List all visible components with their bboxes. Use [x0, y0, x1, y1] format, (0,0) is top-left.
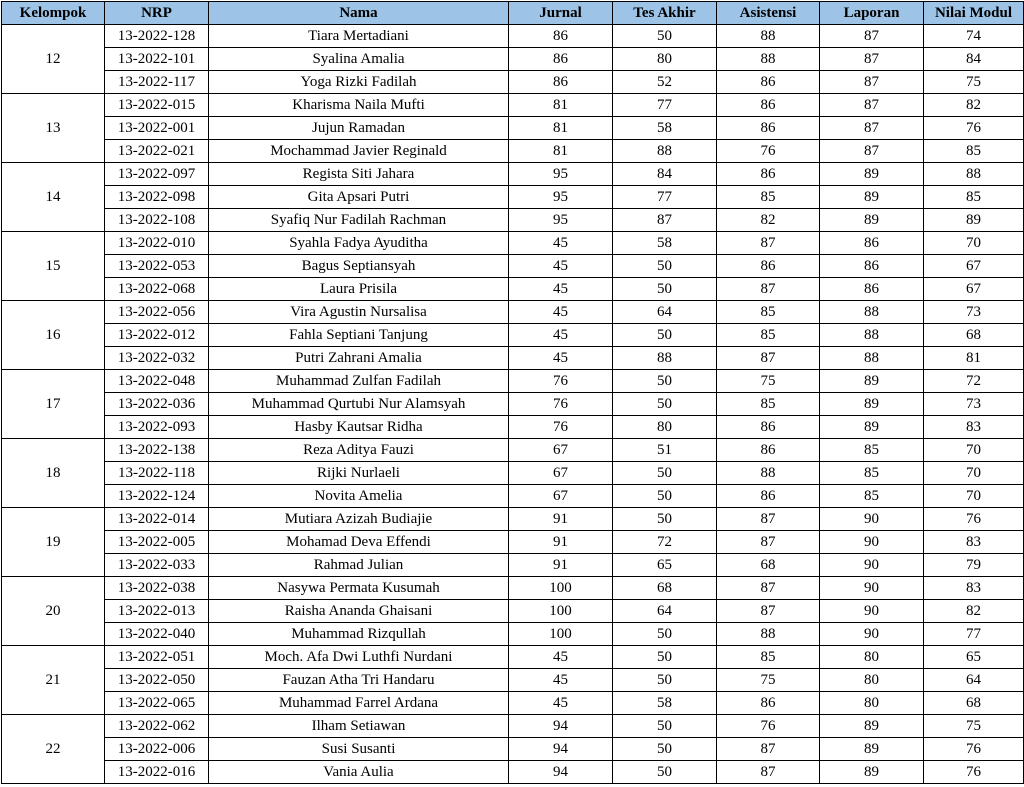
tes-akhir-cell: 58: [613, 692, 717, 715]
asistensi-cell: 87: [717, 738, 820, 761]
asistensi-cell: 75: [717, 669, 820, 692]
table-header: [2, 2, 1024, 25]
laporan-cell: 85: [820, 462, 924, 485]
tes-akhir-cell: 64: [613, 600, 717, 623]
tes-akhir-cell: 77: [613, 94, 717, 117]
jurnal-cell: 76: [509, 370, 613, 393]
nama-cell: Vira Agustin Nursalisa: [209, 301, 509, 324]
laporan-cell: 86: [820, 278, 924, 301]
nama-cell: Fahla Septiani Tanjung: [209, 324, 509, 347]
nilai-modul-cell: 79: [924, 554, 1024, 577]
jurnal-cell: 76: [509, 416, 613, 439]
asistensi-cell: 86: [717, 416, 820, 439]
nama-cell: Tiara Mertadiani: [209, 25, 509, 48]
nilai-modul-cell: 82: [924, 600, 1024, 623]
nilai-modul-cell: 77: [924, 623, 1024, 646]
table-row: [2, 715, 1024, 738]
kelompok-cell: 22: [2, 715, 105, 784]
kelompok-cell: 21: [2, 646, 105, 715]
jurnal-cell: 67: [509, 462, 613, 485]
nilai-modul-cell: 65: [924, 646, 1024, 669]
table-row: [2, 577, 1024, 600]
nrp-cell: 13-2022-001: [105, 117, 209, 140]
nrp-cell: 13-2022-097: [105, 163, 209, 186]
asistensi-cell: 75: [717, 370, 820, 393]
laporan-cell: 89: [820, 738, 924, 761]
nrp-cell: 13-2022-021: [105, 140, 209, 163]
tes-akhir-cell: 58: [613, 232, 717, 255]
asistensi-cell: 88: [717, 25, 820, 48]
nama-cell: Regista Siti Jahara: [209, 163, 509, 186]
nrp-cell: 13-2022-053: [105, 255, 209, 278]
laporan-cell: 89: [820, 209, 924, 232]
nama-cell: Muhammad Farrel Ardana: [209, 692, 509, 715]
nilai-modul-cell: 76: [924, 761, 1024, 784]
laporan-cell: 80: [820, 669, 924, 692]
jurnal-cell: 81: [509, 140, 613, 163]
table-row: [2, 25, 1024, 48]
tes-akhir-cell: 80: [613, 48, 717, 71]
jurnal-cell: 86: [509, 71, 613, 94]
nama-cell: Novita Amelia: [209, 485, 509, 508]
nilai-modul-cell: 76: [924, 117, 1024, 140]
asistensi-cell: 85: [717, 393, 820, 416]
nilai-modul-cell: 85: [924, 140, 1024, 163]
table-row: [2, 554, 1024, 577]
header-row: [2, 2, 1024, 25]
laporan-cell: 85: [820, 439, 924, 462]
nrp-cell: 13-2022-098: [105, 186, 209, 209]
asistensi-cell: 86: [717, 117, 820, 140]
nama-cell: Susi Susanti: [209, 738, 509, 761]
nama-cell: Mohamad Deva Effendi: [209, 531, 509, 554]
tes-akhir-cell: 64: [613, 301, 717, 324]
nama-cell: Moch. Afa Dwi Luthfi Nurdani: [209, 646, 509, 669]
tes-akhir-cell: 50: [613, 485, 717, 508]
nilai-modul-cell: 73: [924, 301, 1024, 324]
laporan-cell: 89: [820, 416, 924, 439]
asistensi-cell: 86: [717, 71, 820, 94]
nrp-cell: 13-2022-016: [105, 761, 209, 784]
laporan-cell: 87: [820, 25, 924, 48]
tes-akhir-cell: 50: [613, 623, 717, 646]
jurnal-cell: 45: [509, 646, 613, 669]
tes-akhir-cell: 50: [613, 324, 717, 347]
laporan-cell: 89: [820, 761, 924, 784]
laporan-cell: 90: [820, 600, 924, 623]
asistensi-cell: 87: [717, 347, 820, 370]
tes-akhir-cell: 77: [613, 186, 717, 209]
table-row: [2, 324, 1024, 347]
nilai-modul-cell: 75: [924, 71, 1024, 94]
table-body: [2, 25, 1024, 784]
nama-cell: Laura Prisila: [209, 278, 509, 301]
tes-akhir-cell: 80: [613, 416, 717, 439]
asistensi-cell: 87: [717, 761, 820, 784]
kelompok-cell: 16: [2, 301, 105, 370]
asistensi-cell: 87: [717, 232, 820, 255]
nilai-modul-cell: 70: [924, 485, 1024, 508]
nrp-cell: 13-2022-006: [105, 738, 209, 761]
nrp-cell: 13-2022-050: [105, 669, 209, 692]
jurnal-cell: 45: [509, 692, 613, 715]
nrp-cell: 13-2022-118: [105, 462, 209, 485]
jurnal-cell: 91: [509, 554, 613, 577]
jurnal-cell: 95: [509, 209, 613, 232]
nama-cell: Mochammad Javier Reginald: [209, 140, 509, 163]
table-row: [2, 255, 1024, 278]
tes-akhir-cell: 84: [613, 163, 717, 186]
table-row: [2, 692, 1024, 715]
jurnal-cell: 67: [509, 485, 613, 508]
nilai-modul-cell: 84: [924, 48, 1024, 71]
laporan-cell: 80: [820, 692, 924, 715]
header-asistensi: Asistensi: [717, 2, 820, 25]
asistensi-cell: 88: [717, 623, 820, 646]
jurnal-cell: 86: [509, 25, 613, 48]
table-row: [2, 94, 1024, 117]
table-row: [2, 117, 1024, 140]
asistensi-cell: 88: [717, 462, 820, 485]
tes-akhir-cell: 50: [613, 715, 717, 738]
nrp-cell: 13-2022-033: [105, 554, 209, 577]
asistensi-cell: 87: [717, 508, 820, 531]
tes-akhir-cell: 58: [613, 117, 717, 140]
nrp-cell: 13-2022-032: [105, 347, 209, 370]
header-kelompok: Kelompok: [2, 2, 105, 25]
jurnal-cell: 100: [509, 600, 613, 623]
nrp-cell: 13-2022-048: [105, 370, 209, 393]
nilai-modul-cell: 70: [924, 439, 1024, 462]
tes-akhir-cell: 50: [613, 278, 717, 301]
tes-akhir-cell: 50: [613, 25, 717, 48]
asistensi-cell: 86: [717, 163, 820, 186]
jurnal-cell: 45: [509, 347, 613, 370]
nama-cell: Nasywa Permata Kusumah: [209, 577, 509, 600]
table-row: [2, 761, 1024, 784]
nrp-cell: 13-2022-012: [105, 324, 209, 347]
table-row: [2, 370, 1024, 393]
nama-cell: Rijki Nurlaeli: [209, 462, 509, 485]
table-row: [2, 163, 1024, 186]
laporan-cell: 88: [820, 324, 924, 347]
nama-cell: Mutiara Azizah Budiajie: [209, 508, 509, 531]
nama-cell: Jujun Ramadan: [209, 117, 509, 140]
laporan-cell: 88: [820, 347, 924, 370]
jurnal-cell: 81: [509, 117, 613, 140]
table-row: [2, 439, 1024, 462]
laporan-cell: 89: [820, 163, 924, 186]
tes-akhir-cell: 50: [613, 370, 717, 393]
jurnal-cell: 81: [509, 94, 613, 117]
jurnal-cell: 94: [509, 738, 613, 761]
laporan-cell: 89: [820, 393, 924, 416]
nama-cell: Raisha Ananda Ghaisani: [209, 600, 509, 623]
header-nama: Nama: [209, 2, 509, 25]
nrp-cell: 13-2022-014: [105, 508, 209, 531]
jurnal-cell: 45: [509, 232, 613, 255]
tes-akhir-cell: 72: [613, 531, 717, 554]
table-row: [2, 669, 1024, 692]
header-nrp: NRP: [105, 2, 209, 25]
nilai-modul-cell: 76: [924, 738, 1024, 761]
header-nilai-modul: Nilai Modul: [924, 2, 1024, 25]
nama-cell: Ilham Setiawan: [209, 715, 509, 738]
asistensi-cell: 82: [717, 209, 820, 232]
nilai-modul-cell: 83: [924, 577, 1024, 600]
nilai-modul-cell: 67: [924, 255, 1024, 278]
nrp-cell: 13-2022-068: [105, 278, 209, 301]
table-row: [2, 186, 1024, 209]
tes-akhir-cell: 50: [613, 393, 717, 416]
kelompok-cell: 17: [2, 370, 105, 439]
table-row: [2, 301, 1024, 324]
nama-cell: Rahmad Julian: [209, 554, 509, 577]
nilai-modul-cell: 74: [924, 25, 1024, 48]
tes-akhir-cell: 65: [613, 554, 717, 577]
table-row: [2, 600, 1024, 623]
asistensi-cell: 85: [717, 646, 820, 669]
kelompok-cell: 15: [2, 232, 105, 301]
jurnal-cell: 91: [509, 531, 613, 554]
jurnal-cell: 45: [509, 301, 613, 324]
nama-cell: Bagus Septiansyah: [209, 255, 509, 278]
tes-akhir-cell: 50: [613, 669, 717, 692]
asistensi-cell: 88: [717, 48, 820, 71]
nama-cell: Syalina Amalia: [209, 48, 509, 71]
laporan-cell: 87: [820, 140, 924, 163]
nrp-cell: 13-2022-015: [105, 94, 209, 117]
nrp-cell: 13-2022-124: [105, 485, 209, 508]
table-row: [2, 462, 1024, 485]
nilai-modul-cell: 85: [924, 186, 1024, 209]
nilai-modul-cell: 82: [924, 94, 1024, 117]
grades-table: [1, 1, 1024, 784]
jurnal-cell: 45: [509, 278, 613, 301]
nilai-modul-cell: 70: [924, 232, 1024, 255]
nrp-cell: 13-2022-036: [105, 393, 209, 416]
table-row: [2, 347, 1024, 370]
asistensi-cell: 86: [717, 255, 820, 278]
laporan-cell: 90: [820, 554, 924, 577]
kelompok-cell: 13: [2, 94, 105, 163]
asistensi-cell: 86: [717, 94, 820, 117]
jurnal-cell: 86: [509, 48, 613, 71]
tes-akhir-cell: 68: [613, 577, 717, 600]
nilai-modul-cell: 83: [924, 416, 1024, 439]
table-row: [2, 48, 1024, 71]
nilai-modul-cell: 76: [924, 508, 1024, 531]
jurnal-cell: 100: [509, 623, 613, 646]
nilai-modul-cell: 81: [924, 347, 1024, 370]
nilai-modul-cell: 67: [924, 278, 1024, 301]
tes-akhir-cell: 88: [613, 347, 717, 370]
nrp-cell: 13-2022-005: [105, 531, 209, 554]
nrp-cell: 13-2022-038: [105, 577, 209, 600]
nilai-modul-cell: 68: [924, 324, 1024, 347]
laporan-cell: 86: [820, 232, 924, 255]
table-row: [2, 278, 1024, 301]
nilai-modul-cell: 75: [924, 715, 1024, 738]
laporan-cell: 87: [820, 48, 924, 71]
nrp-cell: 13-2022-117: [105, 71, 209, 94]
header-jurnal: Jurnal: [509, 2, 613, 25]
nilai-modul-cell: 72: [924, 370, 1024, 393]
nama-cell: Gita Apsari Putri: [209, 186, 509, 209]
nilai-modul-cell: 88: [924, 163, 1024, 186]
jurnal-cell: 94: [509, 715, 613, 738]
asistensi-cell: 68: [717, 554, 820, 577]
table-row: [2, 623, 1024, 646]
table-row: [2, 232, 1024, 255]
header-tes-akhir: Tes Akhir: [613, 2, 717, 25]
nrp-cell: 13-2022-013: [105, 600, 209, 623]
table-row: [2, 485, 1024, 508]
asistensi-cell: 87: [717, 600, 820, 623]
laporan-cell: 90: [820, 577, 924, 600]
asistensi-cell: 85: [717, 324, 820, 347]
nama-cell: Syafiq Nur Fadilah Rachman: [209, 209, 509, 232]
tes-akhir-cell: 50: [613, 646, 717, 669]
nama-cell: Muhammad Qurtubi Nur Alamsyah: [209, 393, 509, 416]
nrp-cell: 13-2022-040: [105, 623, 209, 646]
nrp-cell: 13-2022-056: [105, 301, 209, 324]
laporan-cell: 87: [820, 94, 924, 117]
table-row: [2, 531, 1024, 554]
nrp-cell: 13-2022-093: [105, 416, 209, 439]
asistensi-cell: 87: [717, 278, 820, 301]
kelompok-cell: 18: [2, 439, 105, 508]
table-row: [2, 393, 1024, 416]
kelompok-cell: 19: [2, 508, 105, 577]
tes-akhir-cell: 50: [613, 255, 717, 278]
jurnal-cell: 91: [509, 508, 613, 531]
kelompok-cell: 14: [2, 163, 105, 232]
table-row: [2, 508, 1024, 531]
nrp-cell: 13-2022-010: [105, 232, 209, 255]
nrp-cell: 13-2022-128: [105, 25, 209, 48]
nrp-cell: 13-2022-051: [105, 646, 209, 669]
asistensi-cell: 85: [717, 186, 820, 209]
nilai-modul-cell: 64: [924, 669, 1024, 692]
asistensi-cell: 86: [717, 692, 820, 715]
asistensi-cell: 86: [717, 485, 820, 508]
nilai-modul-cell: 89: [924, 209, 1024, 232]
tes-akhir-cell: 88: [613, 140, 717, 163]
nilai-modul-cell: 73: [924, 393, 1024, 416]
laporan-cell: 90: [820, 508, 924, 531]
table-row: [2, 416, 1024, 439]
tes-akhir-cell: 50: [613, 761, 717, 784]
nrp-cell: 13-2022-065: [105, 692, 209, 715]
jurnal-cell: 94: [509, 761, 613, 784]
kelompok-cell: 12: [2, 25, 105, 94]
jurnal-cell: 100: [509, 577, 613, 600]
tes-akhir-cell: 52: [613, 71, 717, 94]
table-row: [2, 209, 1024, 232]
asistensi-cell: 76: [717, 140, 820, 163]
tes-akhir-cell: 50: [613, 462, 717, 485]
asistensi-cell: 87: [717, 577, 820, 600]
nrp-cell: 13-2022-138: [105, 439, 209, 462]
nama-cell: Hasby Kautsar Ridha: [209, 416, 509, 439]
nrp-cell: 13-2022-062: [105, 715, 209, 738]
laporan-cell: 87: [820, 71, 924, 94]
table-row: [2, 646, 1024, 669]
laporan-cell: 87: [820, 117, 924, 140]
nrp-cell: 13-2022-101: [105, 48, 209, 71]
jurnal-cell: 76: [509, 393, 613, 416]
laporan-cell: 89: [820, 715, 924, 738]
laporan-cell: 86: [820, 255, 924, 278]
jurnal-cell: 95: [509, 163, 613, 186]
nama-cell: Kharisma Naila Mufti: [209, 94, 509, 117]
asistensi-cell: 85: [717, 301, 820, 324]
kelompok-cell: 20: [2, 577, 105, 646]
jurnal-cell: 45: [509, 669, 613, 692]
asistensi-cell: 76: [717, 715, 820, 738]
table-row: [2, 140, 1024, 163]
laporan-cell: 90: [820, 531, 924, 554]
nama-cell: Fauzan Atha Tri Handaru: [209, 669, 509, 692]
table-row: [2, 738, 1024, 761]
nilai-modul-cell: 83: [924, 531, 1024, 554]
table-row: [2, 71, 1024, 94]
nilai-modul-cell: 68: [924, 692, 1024, 715]
nama-cell: Syahla Fadya Ayuditha: [209, 232, 509, 255]
jurnal-cell: 45: [509, 255, 613, 278]
nama-cell: Putri Zahrani Amalia: [209, 347, 509, 370]
nama-cell: Vania Aulia: [209, 761, 509, 784]
nilai-modul-cell: 70: [924, 462, 1024, 485]
tes-akhir-cell: 51: [613, 439, 717, 462]
laporan-cell: 85: [820, 485, 924, 508]
nama-cell: Muhammad Zulfan Fadilah: [209, 370, 509, 393]
jurnal-cell: 45: [509, 324, 613, 347]
nama-cell: Muhammad Rizqullah: [209, 623, 509, 646]
jurnal-cell: 67: [509, 439, 613, 462]
jurnal-cell: 95: [509, 186, 613, 209]
laporan-cell: 80: [820, 646, 924, 669]
nama-cell: Yoga Rizki Fadilah: [209, 71, 509, 94]
header-laporan: Laporan: [820, 2, 924, 25]
tes-akhir-cell: 50: [613, 508, 717, 531]
asistensi-cell: 87: [717, 531, 820, 554]
nrp-cell: 13-2022-108: [105, 209, 209, 232]
tes-akhir-cell: 50: [613, 738, 717, 761]
laporan-cell: 88: [820, 301, 924, 324]
laporan-cell: 89: [820, 370, 924, 393]
tes-akhir-cell: 87: [613, 209, 717, 232]
laporan-cell: 89: [820, 186, 924, 209]
laporan-cell: 90: [820, 623, 924, 646]
asistensi-cell: 86: [717, 439, 820, 462]
nama-cell: Reza Aditya Fauzi: [209, 439, 509, 462]
